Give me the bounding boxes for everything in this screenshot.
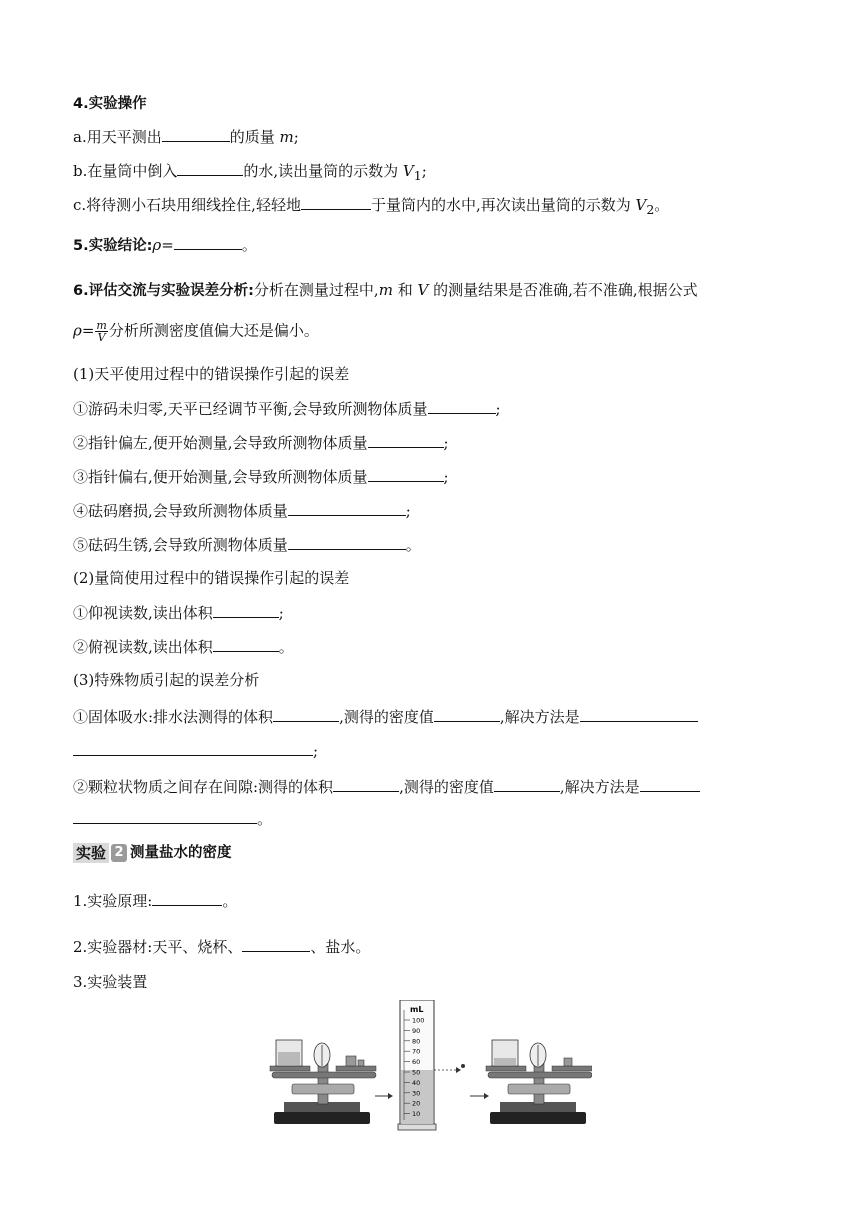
cylinder-tick-label: 70 bbox=[412, 1047, 421, 1056]
cylinder-tick-label: 100 bbox=[412, 1016, 425, 1025]
density-formula-line: ρ= $\frac{m}{V}$ 分析所测密度值偏大还是偏小。 bbox=[73, 319, 319, 344]
blank[interactable] bbox=[494, 776, 560, 792]
cylinder-tick-label: 60 bbox=[412, 1058, 421, 1067]
error-3-item-2: ②颗粒状物质之间存在间隙:测得的体积 ,测得的密度值 ,解决方法是 bbox=[73, 776, 700, 797]
error-3-title: (3)特殊物质引起的误差分析 bbox=[73, 671, 260, 689]
step-c: c.将待测小石块用细线拴住,轻轻地 于量筒内的水中,再次读出量筒的示数为 $V_2$。 bbox=[73, 196, 670, 217]
error-3-item-2-cont: 。 bbox=[73, 808, 272, 829]
blank[interactable] bbox=[640, 776, 700, 792]
cylinder-tick-label: 10 bbox=[412, 1110, 421, 1119]
step-b: b.在量筒中倒入 的水,读出量筒的示数为 $V_1$; bbox=[73, 162, 427, 183]
error-1-item-3: ③指针偏右,便开始测量,会导致所测物体质量 ; bbox=[73, 468, 449, 486]
blank[interactable] bbox=[428, 398, 496, 414]
cylinder-tick-label: 50 bbox=[412, 1068, 421, 1077]
blank[interactable] bbox=[213, 636, 279, 652]
exp2-principle: 1.实验原理: 。 bbox=[73, 892, 238, 910]
blank[interactable] bbox=[73, 740, 313, 756]
experiment-2-heading: 实验 2 测量盐水的密度 bbox=[73, 842, 232, 863]
cylinder-tick-label: 20 bbox=[412, 1099, 421, 1108]
blank[interactable] bbox=[152, 890, 222, 906]
cylinder-tick-label: 90 bbox=[412, 1026, 421, 1035]
error-1-item-5: ⑤砝码生锈,会导致所测物体质量 。 bbox=[73, 536, 421, 554]
graduated-cylinder bbox=[398, 1000, 465, 1130]
blank[interactable] bbox=[73, 808, 257, 824]
exp2-setup-title: 3.实验装置 bbox=[73, 973, 148, 991]
error-1-item-2: ②指针偏左,便开始测量,会导致所测物体质量 ; bbox=[73, 434, 449, 452]
blank[interactable] bbox=[174, 234, 242, 250]
blank[interactable] bbox=[368, 432, 444, 448]
error-3-item-1: ①固体吸水:排水法测得的体积 ,测得的密度值 ,解决方法是 bbox=[73, 706, 698, 727]
blank[interactable] bbox=[288, 500, 406, 516]
experiment-tag: 实验 bbox=[73, 843, 109, 863]
section-4-title: 4.实验操作 bbox=[73, 96, 147, 112]
blank[interactable] bbox=[242, 936, 310, 952]
section-5: 5.实验结论:ρ= 。 bbox=[73, 236, 257, 254]
blank[interactable] bbox=[213, 602, 279, 618]
error-2-title: (2)量筒使用过程中的错误操作引起的误差 bbox=[73, 569, 350, 587]
blank[interactable] bbox=[580, 706, 698, 722]
error-1-item-4: ④砝码磨损,会导致所测物体质量 ; bbox=[73, 502, 411, 520]
step-a: a.用天平测出 的质量 m; bbox=[73, 128, 299, 146]
error-3-item-1-cont: ; bbox=[73, 740, 318, 761]
apparatus-illustration bbox=[262, 1000, 592, 1132]
error-1-title: (1)天平使用过程中的错误操作引起的误差 bbox=[73, 365, 350, 383]
cylinder-unit: mL bbox=[410, 1005, 424, 1014]
exp2-equipment: 2.实验器材:天平、烧杯、 、盐水。 bbox=[73, 938, 371, 956]
blank[interactable] bbox=[273, 706, 339, 722]
balance-left bbox=[270, 1040, 376, 1124]
error-1-item-1: ①游码未归零,天平已经调节平衡,会导致所测物体质量 ; bbox=[73, 400, 501, 418]
error-2-item-2: ②俯视读数,读出体积 。 bbox=[73, 638, 294, 656]
experiment-number: 2 bbox=[111, 844, 127, 862]
blank[interactable] bbox=[177, 160, 243, 176]
cylinder-tick-label: 80 bbox=[412, 1037, 421, 1046]
blank[interactable] bbox=[162, 126, 230, 142]
blank[interactable] bbox=[368, 466, 444, 482]
error-2-item-1: ①仰视读数,读出体积 ; bbox=[73, 604, 284, 622]
blank[interactable] bbox=[434, 706, 500, 722]
blank[interactable] bbox=[288, 534, 406, 550]
balance-right bbox=[486, 1040, 592, 1124]
blank[interactable] bbox=[333, 776, 399, 792]
cylinder-tick-label: 30 bbox=[412, 1089, 421, 1098]
section-6: 6.评估交流与实验误差分析:分析在测量过程中,m 和 V 的测量结果是否准确,若不准确,根据公式 bbox=[73, 281, 698, 299]
fraction-m-over-v: $\frac{m}{V}$ bbox=[96, 319, 107, 344]
blank[interactable] bbox=[301, 194, 371, 210]
cylinder-tick-label: 40 bbox=[412, 1078, 421, 1087]
